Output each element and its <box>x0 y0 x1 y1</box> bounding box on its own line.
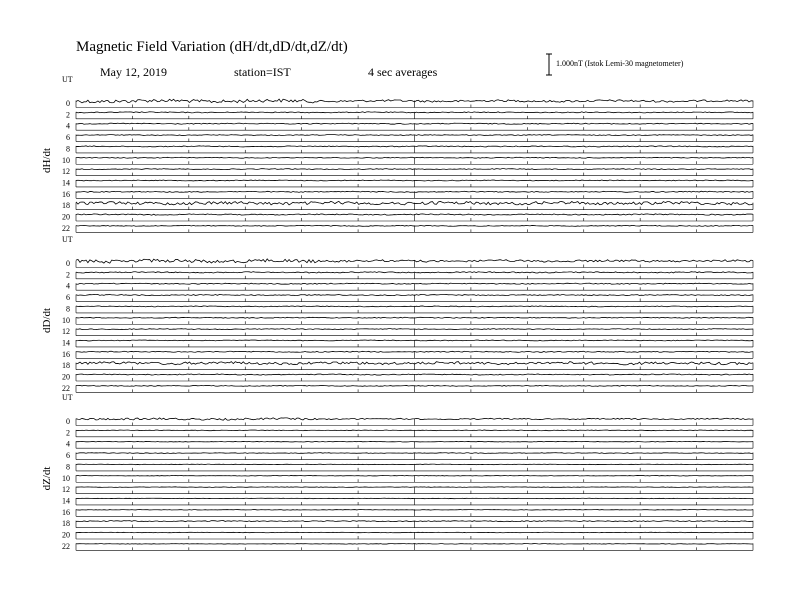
chart-title: Magnetic Field Variation (dH/dt,dD/dt,dZ/dt) <box>76 39 348 55</box>
ut-axis-label: UT <box>62 235 73 244</box>
panel-ylabel: dD/dt <box>41 307 53 333</box>
hour-row-label: 10 <box>62 315 70 325</box>
hour-row-label: 12 <box>62 327 70 337</box>
ut-axis-label: UT <box>62 75 73 84</box>
series-line <box>76 498 753 499</box>
hour-row-label: 6 <box>66 451 70 461</box>
chart-date: May 12, 2019 <box>100 65 167 79</box>
series-line <box>76 430 753 431</box>
hour-row-label: 22 <box>62 223 70 233</box>
hour-row-label: 20 <box>62 372 70 382</box>
series-line <box>76 441 753 442</box>
hour-row-label: 20 <box>62 212 70 222</box>
hour-row-label: 6 <box>66 133 70 143</box>
series-line <box>76 464 753 465</box>
hour-row-label: 8 <box>66 304 70 314</box>
averaging-label: 4 sec averages <box>368 65 438 79</box>
hour-row-label: 4 <box>66 281 70 291</box>
scale-bar-label: 1.000nT (Istok Lemi-30 magnetometer) <box>556 59 684 68</box>
hour-row-label: 0 <box>66 99 70 108</box>
hour-row-label: 10 <box>62 155 70 165</box>
series-line <box>76 385 753 386</box>
hour-row-label: 16 <box>62 349 70 359</box>
hour-row-label: 12 <box>62 485 70 495</box>
hour-row-label: 16 <box>62 189 70 199</box>
hour-row-label: 2 <box>66 428 70 438</box>
hour-row-label: 18 <box>62 361 70 371</box>
hour-row-label: 16 <box>62 507 70 517</box>
series-line <box>76 532 753 533</box>
hour-row-label: 8 <box>66 144 70 154</box>
hour-row-label: 12 <box>62 167 70 177</box>
hour-row-label: 0 <box>66 417 70 426</box>
hour-row-label: 0 <box>66 259 70 268</box>
series-line <box>76 487 753 488</box>
series-line <box>76 475 753 476</box>
ut-axis-label: UT <box>62 393 73 402</box>
panel-ylabel: dZ/dt <box>41 466 53 491</box>
hour-row-label: 2 <box>66 270 70 280</box>
hour-row-label: 18 <box>62 201 70 211</box>
station-label: station=IST <box>234 65 291 79</box>
hour-row-label: 22 <box>62 541 70 551</box>
hour-row-label: 6 <box>66 293 70 303</box>
hour-row-label: 14 <box>62 496 70 506</box>
hour-row-label: 4 <box>66 439 70 449</box>
hour-row-label: 20 <box>62 530 70 540</box>
hour-row-label: 22 <box>62 383 70 393</box>
hour-row-label: 14 <box>62 338 70 348</box>
hour-row-label: 2 <box>66 110 70 120</box>
hour-row-label: 10 <box>62 473 70 483</box>
series-line <box>76 329 753 330</box>
hour-row-label: 8 <box>66 462 70 472</box>
panel-ylabel: dH/dt <box>41 147 53 173</box>
hour-row-label: 4 <box>66 121 70 131</box>
hour-row-label: 18 <box>62 519 70 529</box>
hour-row-label: 14 <box>62 178 70 188</box>
